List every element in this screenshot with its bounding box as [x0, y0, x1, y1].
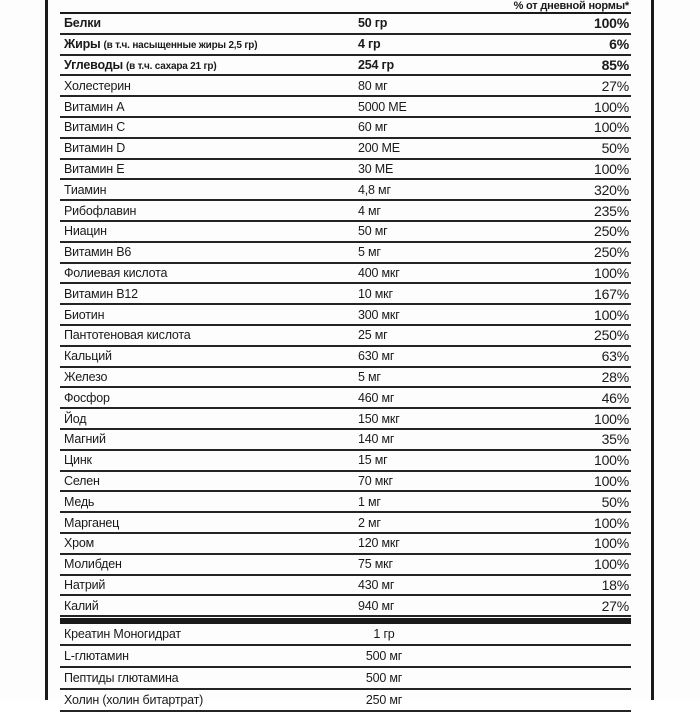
nutrient-name — [60, 16, 358, 30]
table-row — [60, 14, 631, 35]
nutrient-name — [60, 183, 358, 197]
nutrient-percent: 28% — [601, 368, 629, 385]
nutrient-name — [60, 266, 358, 280]
nutrient-percent: 167% — [593, 285, 629, 302]
nutrient-name-text: Калий — [64, 598, 99, 613]
nutrient-percent: 27% — [601, 597, 629, 614]
nutrient-amount: 60 мг — [358, 120, 388, 135]
nutrient-name-text: Холин (холин битартрат) — [64, 693, 204, 708]
nutrient-amount: 10 мкг — [358, 286, 393, 301]
nutrient-name — [60, 370, 358, 384]
nutrient-amount: 460 мг — [358, 390, 395, 405]
table-row — [60, 690, 631, 712]
table-row — [60, 160, 631, 181]
nutrient-name — [60, 599, 358, 613]
nutrient-name — [60, 37, 358, 51]
nutrient-percent: 63% — [601, 348, 629, 365]
nutrient-percent: 18% — [601, 576, 629, 593]
nutrient-percent: 27% — [601, 77, 629, 94]
nutrient-amount: 250 мг — [365, 693, 403, 708]
nutrient-amount: 15 мг — [358, 453, 388, 468]
nutrient-name-text: Молибден — [64, 557, 122, 572]
nutrient-name-text: Магний — [64, 432, 106, 447]
nutrient-amount: 500 мг — [365, 649, 403, 664]
table-row — [60, 451, 631, 472]
nutrient-name — [60, 120, 358, 134]
nutrient-name-text: Витамин D — [64, 141, 126, 156]
nutrient-name — [60, 474, 358, 488]
label-left-border — [45, 0, 48, 700]
nutrient-name-text: Витамин С — [64, 120, 126, 135]
nutrition-table — [60, 0, 631, 712]
table-row — [60, 472, 631, 493]
table-row — [60, 388, 631, 409]
nutrient-name-text: Цинк — [64, 453, 92, 468]
table-row — [60, 284, 631, 305]
nutrient-name — [60, 495, 358, 509]
nutrient-name-text: Тиамин — [64, 182, 107, 197]
nutrient-amount: 75 мкг — [358, 557, 393, 572]
table-row — [60, 409, 631, 430]
nutrient-amount: 5 мг — [358, 245, 381, 260]
nutrient-name-text: Жиры — [64, 37, 101, 52]
table-row — [60, 222, 631, 243]
nutrient-amount: 140 мг — [358, 432, 395, 447]
nutrient-amount: 1 мг — [358, 494, 381, 509]
table-row — [60, 430, 631, 451]
nutrient-percent: 35% — [601, 431, 629, 448]
nutrient-name-text: Креатин Моногидрат — [64, 627, 181, 642]
table-row — [60, 305, 631, 326]
table-row — [60, 118, 631, 139]
nutrient-name — [60, 671, 304, 685]
nutrient-amount: 80 мг — [358, 78, 388, 93]
table-row — [60, 35, 631, 56]
table-row — [60, 555, 631, 576]
micro-rows-section — [60, 76, 631, 617]
nutrient-name-text: Биотин — [64, 307, 105, 322]
nutrient-name-text: Хром — [64, 536, 95, 551]
table-row — [60, 76, 631, 97]
nutrient-name — [60, 578, 358, 592]
nutrient-amount: 630 мг — [358, 349, 395, 364]
nutrient-name-text: Селен — [64, 473, 100, 488]
table-row — [60, 492, 631, 513]
table-row — [60, 139, 631, 160]
table-row — [60, 264, 631, 285]
nutrient-percent: 100% — [593, 119, 629, 136]
nutrient-name-text: L-глютамин — [64, 649, 129, 664]
nutrient-name — [60, 245, 358, 259]
nutrient-name — [60, 224, 358, 238]
nutrient-name — [60, 693, 304, 707]
nutrient-name-text: Холестерин — [64, 78, 131, 93]
label-right-border — [651, 0, 654, 700]
table-row — [60, 646, 631, 668]
nutrient-amount: 50 гр — [358, 16, 388, 31]
nutrient-amount: 5000 МЕ — [358, 99, 407, 114]
nutrient-name — [60, 412, 358, 426]
nutrient-amount: 4,8 мг — [358, 182, 391, 197]
nutrient-name-text: Фолиевая кислота — [64, 265, 168, 280]
nutrient-percent: 100% — [593, 98, 629, 115]
nutrient-name-text: Углеводы — [64, 57, 123, 72]
nutrient-percent: 46% — [601, 389, 629, 406]
nutrient-name-text: Медь — [64, 494, 95, 509]
nutrient-amount: 500 мг — [365, 671, 403, 686]
nutrient-percent: 235% — [593, 202, 629, 219]
nutrient-percent: 100% — [593, 535, 629, 552]
table-row — [60, 368, 631, 389]
table-row — [60, 347, 631, 368]
nutrient-percent: 100% — [593, 160, 629, 177]
nutrient-percent: 100% — [593, 514, 629, 531]
nutrient-percent: 100% — [593, 410, 629, 427]
nutrient-percent: 50% — [601, 140, 629, 157]
nutrient-name — [60, 536, 358, 550]
nutrient-amount: 50 мг — [358, 224, 388, 239]
nutrient-name-text: Белки — [64, 16, 101, 31]
table-row — [60, 97, 631, 118]
nutrient-amount: 4 мг — [358, 203, 381, 218]
nutrient-name — [60, 432, 358, 446]
nutrient-amount: 4 гр — [358, 37, 381, 52]
nutrient-name-text: Натрий — [64, 577, 106, 592]
table-row — [60, 624, 631, 646]
nutrient-percent: 85% — [601, 56, 629, 73]
nutrient-name — [60, 453, 358, 467]
nutrient-name — [60, 349, 358, 363]
nutrient-name-text: Ниацин — [64, 224, 107, 239]
nutrient-percent: 100% — [593, 556, 629, 573]
nutrient-amount: 1 гр — [373, 627, 395, 642]
nutrient-name — [60, 141, 358, 155]
nutrient-amount: 120 мкг — [358, 536, 400, 551]
nutrient-name — [60, 162, 358, 176]
table-row — [60, 180, 631, 201]
table-row — [60, 668, 631, 690]
extra-ingredients-section — [60, 624, 631, 712]
nutrient-name-text: Фосфор — [64, 390, 110, 405]
nutrient-percent: 100% — [593, 472, 629, 489]
nutrient-name-text: Кальций — [64, 349, 112, 364]
table-row — [60, 576, 631, 597]
nutrient-name — [60, 287, 358, 301]
nutrient-percent: 100% — [593, 306, 629, 323]
nutrient-name-text: Витамин В12 — [64, 286, 138, 301]
nutrient-percent: 320% — [593, 181, 629, 198]
table-row — [60, 513, 631, 534]
nutrient-name-text: Рибофлавин — [64, 203, 137, 218]
nutrient-name — [60, 308, 358, 322]
nutrient-name-text: Витамин В6 — [64, 245, 132, 260]
nutrient-amount: 940 мг — [358, 598, 395, 613]
table-row — [60, 56, 631, 77]
table-row — [60, 243, 631, 264]
nutrient-note: (в т.ч. сахара 21 гр) — [125, 60, 217, 72]
nutrient-percent: 6% — [609, 36, 629, 53]
table-row — [60, 326, 631, 347]
nutrient-percent: 100% — [593, 15, 629, 32]
nutrient-amount: 254 гр — [358, 57, 394, 72]
table-row — [60, 534, 631, 555]
nutrient-note: (в т.ч. насыщенные жиры 2,5 гр) — [103, 40, 258, 52]
nutrient-name — [60, 627, 304, 641]
nutrient-percent: 100% — [593, 452, 629, 469]
nutrient-name-text: Витамин А — [64, 99, 125, 114]
nutrient-amount: 400 мкг — [358, 265, 400, 280]
nutrient-name-text: Марганец — [64, 515, 120, 530]
nutrient-name — [60, 516, 358, 530]
nutrient-amount: 70 мкг — [358, 473, 393, 488]
nutrient-percent: 250% — [593, 327, 629, 344]
nutrient-name — [60, 79, 358, 93]
nutrient-amount: 2 мг — [358, 515, 381, 530]
nutrient-percent: 250% — [593, 244, 629, 261]
nutrient-name-text: Пептиды глютамина — [64, 671, 179, 686]
nutrient-name — [60, 204, 358, 218]
nutrient-percent: 50% — [601, 493, 629, 510]
nutrient-name-text: Витамин Е — [64, 161, 125, 176]
nutrient-percent: 250% — [593, 223, 629, 240]
nutrient-name-text: Йод — [64, 411, 87, 426]
nutrient-name — [60, 100, 358, 114]
nutrient-name-text: Пантотеновая кислота — [64, 328, 191, 343]
nutrient-name — [60, 391, 358, 405]
nutrient-name — [60, 328, 358, 342]
nutrient-amount: 200 МЕ — [358, 141, 400, 156]
table-row — [60, 201, 631, 222]
nutrient-amount: 150 мкг — [358, 411, 400, 426]
nutrient-amount: 300 мкг — [358, 307, 400, 322]
nutrient-name — [60, 649, 304, 663]
nutrient-name — [60, 58, 358, 72]
macro-rows-section — [60, 14, 631, 76]
nutrient-amount: 30 МЕ — [358, 161, 394, 176]
nutrient-amount: 430 мг — [358, 577, 395, 592]
nutrient-percent: 100% — [593, 264, 629, 281]
daily-value-header: % от дневной нормы* — [60, 0, 631, 14]
nutrient-name — [60, 557, 358, 571]
nutrient-name-text: Железо — [64, 369, 108, 384]
table-row — [60, 596, 631, 617]
nutrient-amount: 25 мг — [358, 328, 388, 343]
nutrient-amount: 5 мг — [358, 369, 381, 384]
